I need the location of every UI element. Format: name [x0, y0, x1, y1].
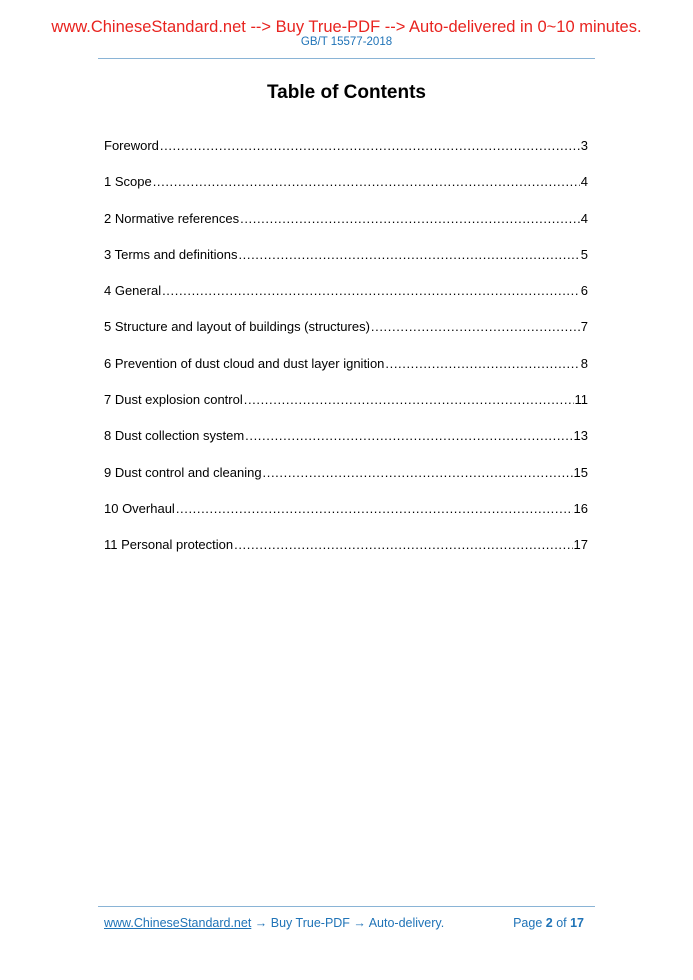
- page-indicator-of: of: [552, 916, 571, 930]
- toc-leader-dots: [240, 210, 580, 228]
- toc-leader-dots: [162, 282, 580, 300]
- toc-entry-label: 1 Scope: [104, 174, 152, 190]
- page-indicator-prefix: Page: [513, 916, 546, 930]
- toc-entry[interactable]: [104, 464, 588, 500]
- toc-entry-page: 15: [573, 464, 588, 480]
- footer-tagline: → Buy True-PDF → Auto-delivery.: [251, 916, 445, 930]
- toc-entry-label: 11 Personal protection: [104, 537, 234, 553]
- toc-entry-page: 4: [580, 174, 588, 190]
- toc-entry[interactable]: [104, 500, 588, 536]
- toc-entry-page: 16: [573, 500, 588, 516]
- toc-entry-page: 3: [580, 138, 588, 153]
- toc-entry-page: 5: [580, 246, 588, 262]
- toc-leader-dots: [176, 500, 573, 518]
- page-title: Table of Contents: [266, 82, 427, 103]
- header-divider: [98, 58, 595, 59]
- toc-entry[interactable]: [104, 391, 588, 427]
- document-code: GB/T 15577-2018: [300, 36, 393, 48]
- toc-entry-page: 6: [580, 283, 588, 299]
- footer-website-link[interactable]: www.ChineseStandard.net: [104, 916, 252, 930]
- toc-entry-label: 10 Overhaul: [104, 500, 175, 516]
- page-current: 2: [545, 916, 553, 930]
- toc-entry-page: 13: [573, 428, 588, 444]
- footer-divider: [98, 906, 595, 907]
- toc-leader-dots: [371, 318, 580, 336]
- toc-entry[interactable]: [104, 282, 588, 318]
- toc-entry[interactable]: [104, 536, 588, 572]
- toc-leader-dots: [385, 355, 579, 373]
- toc-leader-dots: [245, 427, 572, 445]
- toc-entry-label: 3 Terms and definitions: [104, 246, 238, 262]
- toc-entry[interactable]: [104, 210, 588, 246]
- toc-entry[interactable]: [104, 173, 588, 209]
- toc-entry-label: 4 General: [104, 283, 162, 299]
- toc-entry-page: 11: [574, 392, 588, 408]
- toc-leader-dots: [263, 464, 573, 482]
- toc-entry[interactable]: [104, 427, 588, 463]
- toc-leader-dots: [234, 536, 572, 554]
- footer-promo: [104, 915, 444, 931]
- toc-entry-label: 2 Normative references: [104, 210, 240, 226]
- toc-leader-dots: [238, 246, 579, 264]
- promo-banner: www.ChineseStandard.net --> Buy True-PDF --> Auto-delivered in 0~10 minutes.: [51, 18, 642, 36]
- toc-entry-label: 6 Prevention of dust cloud and dust layer ignition: [104, 355, 385, 371]
- toc-entry[interactable]: [104, 318, 588, 354]
- toc-entry[interactable]: [104, 137, 588, 173]
- toc-entry-page: 4: [580, 210, 588, 226]
- table-of-contents: [104, 137, 588, 573]
- toc-entry[interactable]: [104, 355, 588, 391]
- page-indicator: [513, 915, 584, 931]
- page-total: 17: [570, 916, 584, 930]
- toc-leader-dots: [153, 173, 580, 191]
- toc-entry-label: Foreword: [104, 138, 159, 153]
- toc-leader-dots: [244, 391, 574, 409]
- toc-entry-label: 7 Dust explosion control: [104, 392, 243, 408]
- toc-entry-page: 7: [580, 319, 588, 335]
- toc-entry[interactable]: [104, 246, 588, 282]
- toc-entry-label: 8 Dust collection system: [104, 428, 245, 444]
- toc-entry-page: 17: [573, 537, 588, 553]
- toc-entry-label: 5 Structure and layout of buildings (structures): [104, 319, 370, 335]
- toc-entry-label: 9 Dust control and cleaning: [104, 464, 262, 480]
- toc-entry-page: 8: [580, 355, 588, 371]
- toc-leader-dots: [160, 137, 580, 155]
